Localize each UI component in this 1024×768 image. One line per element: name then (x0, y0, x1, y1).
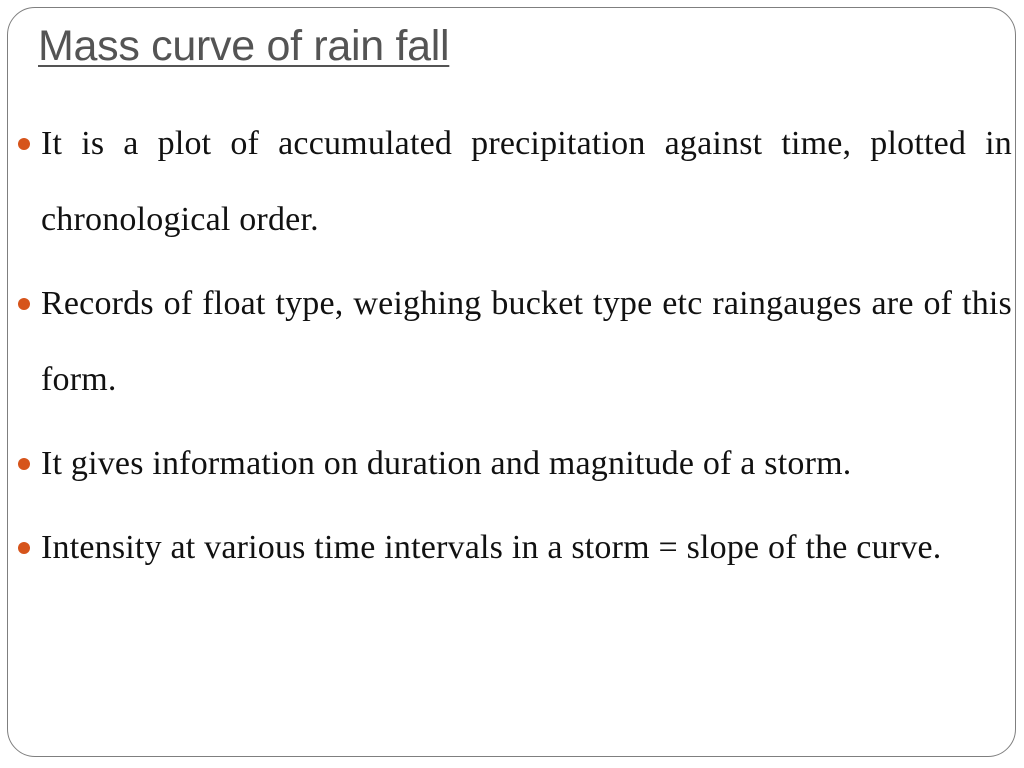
bullet-text: It is a plot of accumulated precipitation against time, plotted in chronological order. (41, 125, 1012, 238)
bullet-text: It gives information on duration and magnitude of a storm. (41, 445, 852, 482)
bullet-dot-icon (18, 458, 30, 470)
bullet-item (18, 266, 1012, 418)
bullet-list (18, 106, 1012, 594)
slide-frame (7, 7, 1016, 757)
bullet-item (18, 510, 1012, 586)
bullet-dot-icon (18, 542, 30, 554)
bullet-dot-icon (18, 138, 30, 150)
bullet-text: Records of float type, weighing bucket type etc raingauges are of this form. (41, 285, 1012, 398)
bullet-text: Intensity at various time intervals in a storm = slope of the curve. (41, 529, 942, 566)
bullet-dot-icon (18, 298, 30, 310)
bullet-item (18, 426, 1012, 502)
slide-title: Mass curve of rain fall (38, 22, 450, 70)
bullet-item (18, 106, 1012, 258)
